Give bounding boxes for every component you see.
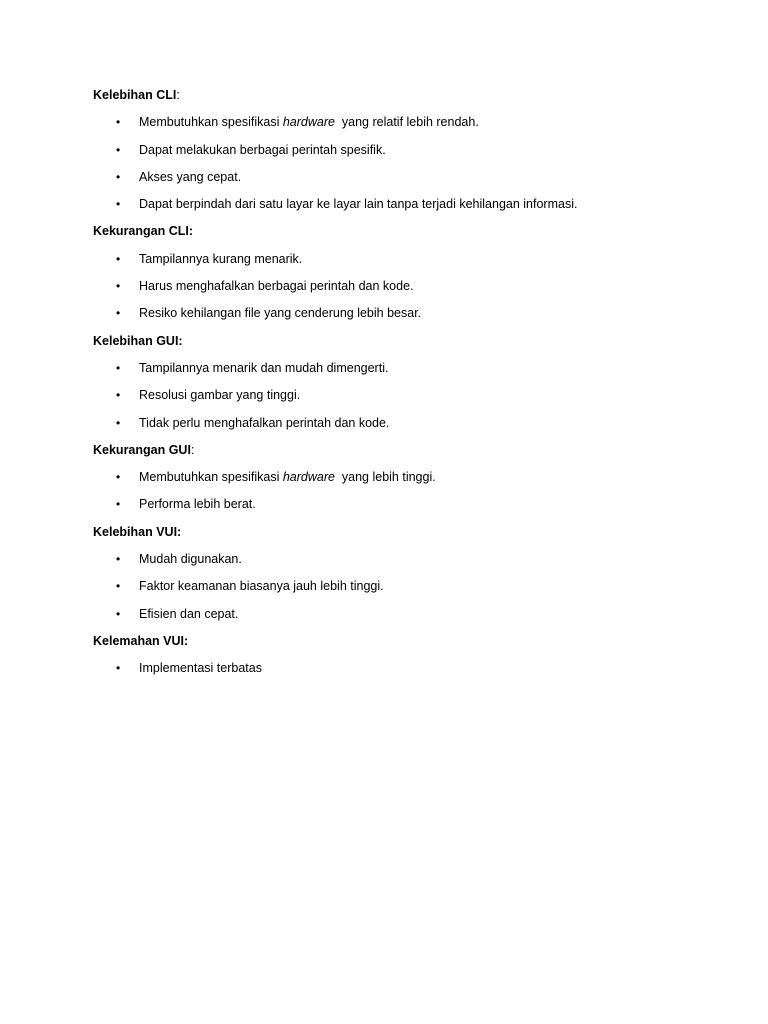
section-heading xyxy=(93,441,693,459)
section-heading-text: Kelemahan VUI: xyxy=(93,633,189,648)
list-item xyxy=(93,659,693,677)
bullet-list xyxy=(93,468,693,513)
list-item-emphasis: hardware xyxy=(282,115,335,130)
section-heading-text: Kelebihan VUI: xyxy=(93,524,182,539)
list-item xyxy=(93,250,693,268)
section-heading xyxy=(93,222,693,240)
bullet-list xyxy=(93,113,693,213)
bullet-list xyxy=(93,359,693,432)
list-item-text: Mudah digunakan. xyxy=(139,552,242,567)
list-item xyxy=(93,386,693,404)
section-heading-text: Kekurangan GUI xyxy=(93,442,191,457)
list-item-text: Implementasi terbatas xyxy=(139,661,262,676)
bullet-list xyxy=(93,250,693,323)
list-item-text: yang lebih tinggi. xyxy=(334,470,436,485)
document-body xyxy=(93,86,693,687)
bullet-icon: • xyxy=(116,360,121,375)
list-item xyxy=(93,304,693,322)
section-heading-text: Kekurangan CLI: xyxy=(93,224,194,239)
bullet-icon: • xyxy=(116,497,121,512)
section-heading-text: Kelebihan CLI xyxy=(93,88,177,102)
list-item xyxy=(93,577,693,595)
list-item-text: Performa lebih berat. xyxy=(139,497,256,512)
bullet-list xyxy=(93,659,693,677)
bullet-icon: • xyxy=(116,552,121,567)
list-item-text: Tidak perlu menghafalkan perintah dan kode. xyxy=(139,415,390,430)
bullet-icon: • xyxy=(116,169,121,184)
list-item xyxy=(93,495,693,513)
section-heading xyxy=(93,632,693,650)
bullet-icon: • xyxy=(116,142,121,157)
section-heading xyxy=(93,332,693,350)
list-item-text: Resolusi gambar yang tinggi. xyxy=(139,388,301,403)
list-item-text: Tampilannya kurang menarik. xyxy=(139,251,303,266)
list-item-text: Dapat melakukan berbagai perintah spesifik. xyxy=(139,142,386,157)
list-item-text: Tampilannya menarik dan mudah dimengerti. xyxy=(139,360,389,375)
section-heading-colon: : xyxy=(190,442,195,457)
bullet-icon: • xyxy=(116,306,121,321)
bullet-icon: • xyxy=(116,415,121,430)
list-item xyxy=(93,468,693,486)
list-item xyxy=(93,277,693,295)
list-item-text: Membutuhkan spesifikasi xyxy=(139,470,283,485)
list-item-text: Harus menghafalkan berbagai perintah dan kode. xyxy=(139,279,414,294)
list-item xyxy=(93,113,693,131)
list-item xyxy=(93,195,693,213)
list-item xyxy=(93,168,693,186)
section-heading xyxy=(93,523,693,541)
bullet-icon: • xyxy=(116,661,121,676)
list-item xyxy=(93,550,693,568)
list-item xyxy=(93,359,693,377)
list-item xyxy=(93,141,693,159)
bullet-icon: • xyxy=(116,279,121,294)
list-item-text: Dapat berpindah dari satu layar ke layar lain tanpa terjadi kehilangan informasi. xyxy=(139,197,578,212)
list-item-text: Resiko kehilangan file yang cenderung lebih besar. xyxy=(139,306,422,321)
bullet-icon: • xyxy=(116,579,121,594)
bullet-icon: • xyxy=(116,115,121,130)
bullet-list xyxy=(93,550,693,623)
list-item-text: yang relatif lebih rendah. xyxy=(334,115,479,130)
list-item-emphasis: hardware xyxy=(282,470,335,485)
bullet-icon: • xyxy=(116,197,121,212)
bullet-icon: • xyxy=(116,388,121,403)
list-item-text: Efisien dan cepat. xyxy=(139,606,239,621)
section-heading xyxy=(93,86,693,104)
list-item-text: Faktor keamanan biasanya jauh lebih tinggi. xyxy=(139,579,384,594)
list-item xyxy=(93,414,693,432)
bullet-icon: • xyxy=(116,470,121,485)
list-item-text: Akses yang cepat. xyxy=(139,169,242,184)
list-item-text: Membutuhkan spesifikasi xyxy=(139,115,283,130)
list-item xyxy=(93,605,693,623)
section-heading-text: Kelebihan GUI: xyxy=(93,333,183,348)
bullet-icon: • xyxy=(116,251,121,266)
section-heading-colon: : xyxy=(176,88,180,102)
bullet-icon: • xyxy=(116,606,121,621)
